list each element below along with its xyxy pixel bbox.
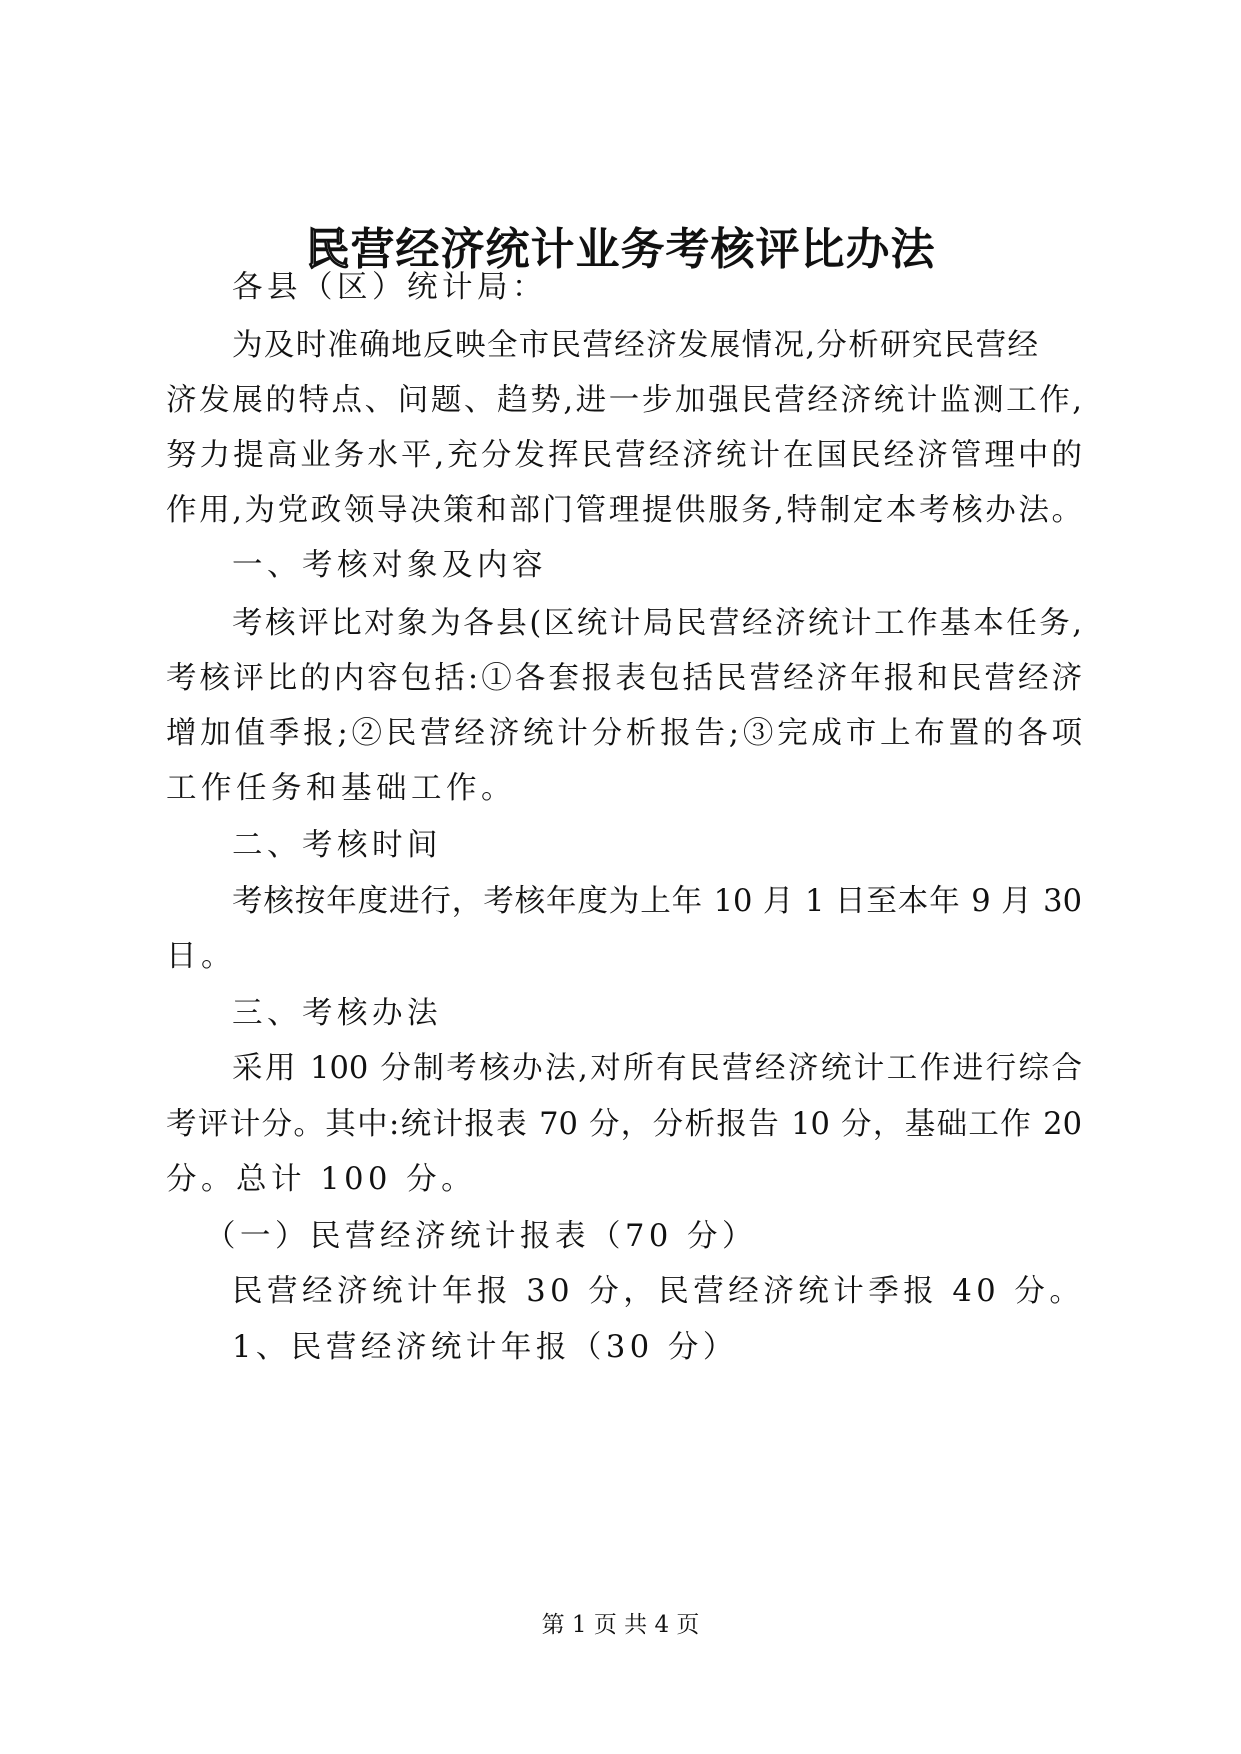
paragraph-scope-line-1: 考核评比对象为各县(区统计局民营经济统计工作基本任务, [232, 606, 1082, 641]
paragraph-method-line-3: 分。总计 100 分。 [166, 1162, 477, 1197]
paragraph-intro-line-1: 为及时准确地反映全市民营经济发展情况,分析研究民营经 [232, 328, 1038, 363]
paragraph-time-line-2: 日。 [166, 939, 236, 974]
paragraph-method-line-2: 考评计分。其中:统计报表 70 分，分析报告 10 分，基础工作 20 [166, 1107, 1082, 1142]
salutation: 各县（区）统计局： [232, 270, 547, 305]
paragraph-scope-line-4: 工作任务和基础工作。 [166, 771, 516, 806]
paragraph-intro-line-3: 努力提高业务水平,充分发挥民营经济统计在国民经济管理中的 [166, 438, 1082, 473]
paragraph-report-split: 民营经济统计年报 30 分，民营经济统计季报 40 分。 [232, 1274, 1085, 1309]
section-heading-3: 三、考核办法 [232, 996, 442, 1031]
document-title [0, 222, 1241, 278]
paragraph-intro-line-4: 作用,为党政领导决策和部门管理提供服务,特制定本考核办法。 [166, 493, 1082, 528]
item-heading-1: 1、民营经济统计年报（30 分） [232, 1330, 738, 1365]
paragraph-method-line-1: 采用 100 分制考核办法,对所有民营经济统计工作进行综合 [232, 1051, 1082, 1086]
paragraph-intro-line-2: 济发展的特点、问题、趋势,进一步加强民营经济统计监测工作, [166, 383, 1082, 418]
section-heading-1: 一、考核对象及内容 [232, 548, 547, 583]
section-heading-2: 二、考核时间 [232, 828, 442, 863]
title-rest: 营经济统计业务考核评比办法 [350, 224, 936, 275]
paragraph-scope-line-3: 增加值季报;②民营经济统计分析报告;③完成市上布置的各项 [166, 716, 1082, 751]
page-footer: 第 1 页 共 4 页 [541, 1612, 700, 1638]
paragraph-time-line-1: 考核按年度进行，考核年度为上年 10 月 1 日至本年 9 月 30 [232, 884, 1082, 919]
subsection-heading-1: （一）民营经济统计报表（70 分） [205, 1219, 758, 1254]
title-first-char: 民 [305, 224, 351, 275]
paragraph-scope-line-2: 考核评比的内容包括:①各套报表包括民营经济年报和民营经济 [166, 661, 1082, 696]
